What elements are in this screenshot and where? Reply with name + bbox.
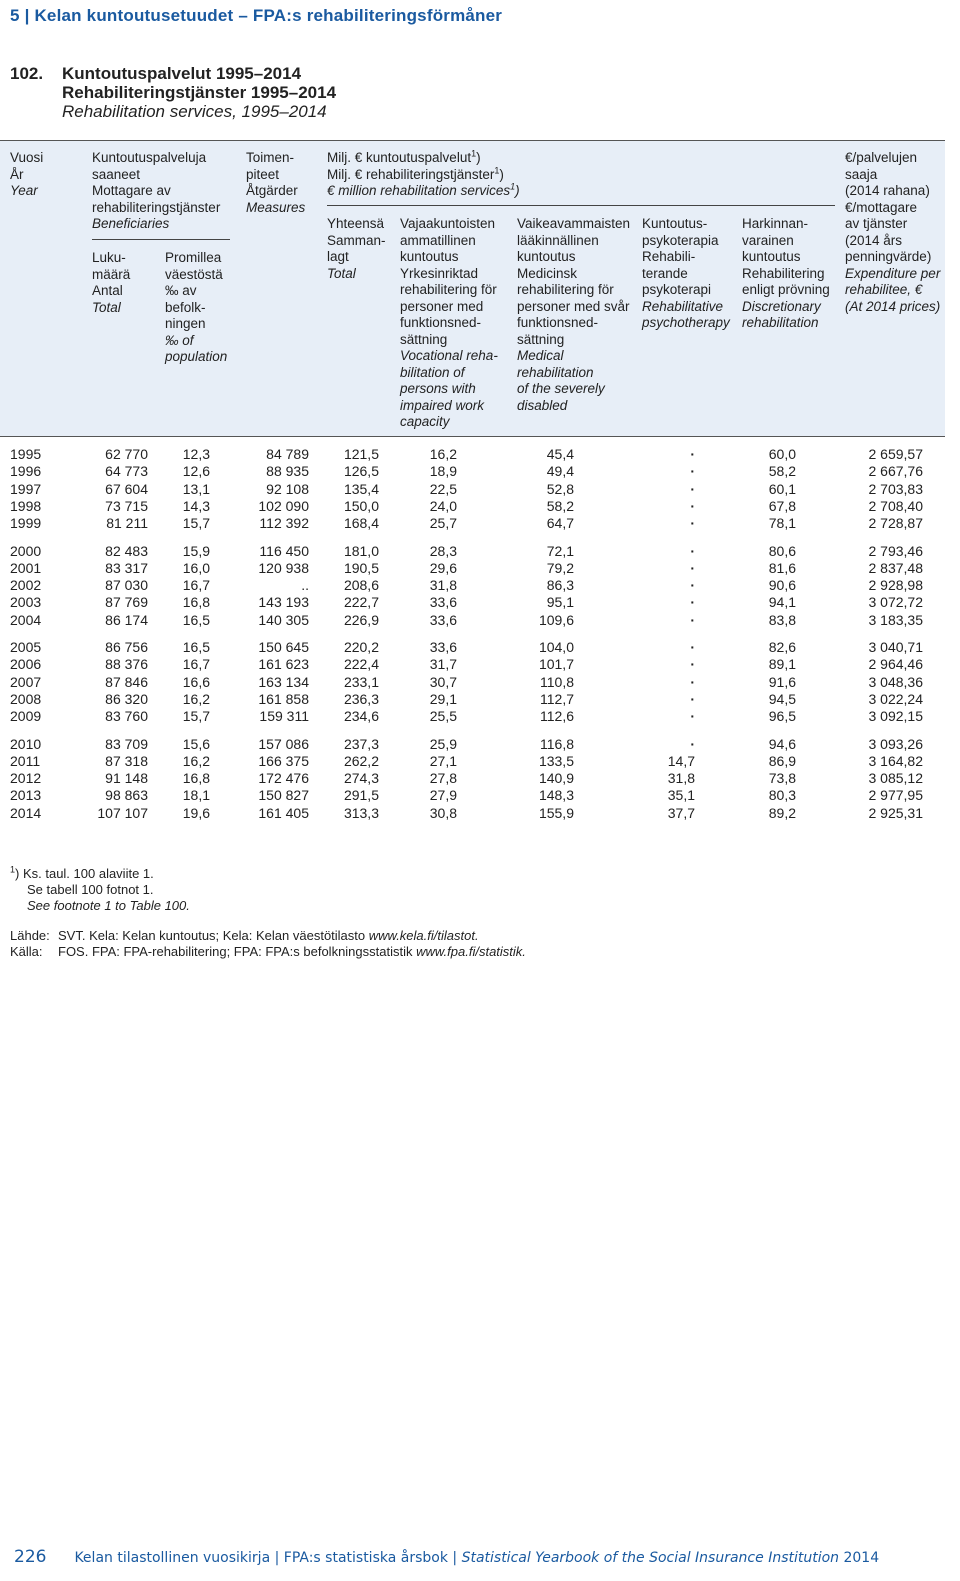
table-cell: 237,3 bbox=[343, 735, 379, 752]
table-row bbox=[0, 577, 945, 594]
row-year: 2004 bbox=[10, 611, 42, 628]
table-cell: 88 935 bbox=[266, 463, 309, 480]
table-cell: · bbox=[690, 463, 695, 480]
table-cell: 64 773 bbox=[105, 463, 148, 480]
table-cell: 12,3 bbox=[182, 446, 210, 462]
row-year: 2007 bbox=[10, 673, 42, 690]
table-cell: 52,8 bbox=[546, 480, 574, 497]
table-cell: · bbox=[690, 515, 695, 532]
table-cell: 120 938 bbox=[258, 559, 309, 576]
table-cell: 27,1 bbox=[429, 752, 457, 769]
row-year: 1995 bbox=[10, 446, 42, 462]
header-permille: Promillea väestöstä ‰ av befolk- ningen ‰ of population bbox=[165, 250, 228, 364]
table-cell: 148,3 bbox=[538, 787, 574, 804]
table-cell: 102 090 bbox=[258, 497, 309, 514]
table-cell: 83 760 bbox=[105, 708, 148, 725]
table-cell: 2 728,87 bbox=[868, 515, 923, 532]
header-per-person: €/palvelujen saaja (2014 rahana) €/mottagare av tjänster (2014 års penningvärde) Expenditure per rehabilitee, € (At 2014 prices) bbox=[845, 150, 941, 314]
table-cell: 79,2 bbox=[546, 559, 574, 576]
row-year: 2002 bbox=[10, 577, 42, 594]
table-row bbox=[0, 736, 945, 753]
header-measures: Toimen- piteet Åtgärder Measures bbox=[246, 150, 306, 215]
table-cell: 161 405 bbox=[258, 804, 309, 821]
table-cell: 181,0 bbox=[343, 542, 379, 559]
table-cell: 2 708,40 bbox=[868, 497, 923, 514]
table-row bbox=[0, 639, 945, 656]
table-cell: 22,5 bbox=[429, 480, 457, 497]
header-rule-million bbox=[327, 205, 835, 206]
table-cell: 49,4 bbox=[546, 463, 574, 480]
row-year: 2003 bbox=[10, 594, 42, 611]
table-cell: 31,8 bbox=[667, 770, 695, 787]
table-cell: 25,9 bbox=[429, 735, 457, 752]
table-row bbox=[0, 612, 945, 629]
header-beneficiaries: Kuntoutuspalveluja saaneet Mottagare av rehabiliteringstjänster Beneficiaries bbox=[92, 150, 221, 231]
title-sv: Rehabiliteringstjänster 1995–2014 bbox=[62, 83, 337, 102]
table-cell: 12,6 bbox=[182, 463, 210, 480]
table-cell: 86 756 bbox=[105, 639, 148, 655]
table-cell: 91 148 bbox=[105, 770, 148, 787]
table-cell: 101,7 bbox=[538, 656, 574, 673]
table-cell: 28,3 bbox=[429, 542, 457, 559]
table-cell: 172 476 bbox=[258, 770, 309, 787]
row-year: 2005 bbox=[10, 639, 42, 655]
table-cell: 107 107 bbox=[97, 804, 148, 821]
table-row bbox=[0, 463, 945, 480]
table-cell: 220,2 bbox=[343, 639, 379, 655]
table-cell: 87 318 bbox=[105, 752, 148, 769]
table-cell: 33,6 bbox=[429, 611, 457, 628]
table-cell: 81,6 bbox=[768, 559, 796, 576]
header-psychotherapy: Kuntoutus- psykoterapia Rehabili- terande psykoterapi Rehabilitative psychotherapy bbox=[642, 216, 730, 330]
table-cell: 262,2 bbox=[343, 752, 379, 769]
table-row bbox=[0, 446, 945, 463]
table-cell: 16,8 bbox=[182, 594, 210, 611]
header-vocational: Vajaakuntoisten ammatillinen kuntoutus Yrkesinriktad rehabilitering för personer med funktionsned- sättning Vocational reha- bilitation of persons with impaired work capacity bbox=[400, 216, 498, 429]
header-medical: Vaikeavammaisten lääkinnällinen kuntoutus Medicinsk rehabilitering för personer med svår funktionsned- sättning Medical rehabilitation of the severely disabled bbox=[517, 216, 631, 413]
row-year: 2010 bbox=[10, 735, 42, 752]
table-cell: 3 040,71 bbox=[868, 639, 923, 655]
table-cell: 87 846 bbox=[105, 673, 148, 690]
table-row bbox=[0, 543, 945, 560]
table-cell: 16,6 bbox=[182, 673, 210, 690]
table-cell: 58,2 bbox=[546, 497, 574, 514]
table-cell: 3 072,72 bbox=[868, 594, 923, 611]
table-cell: 168,4 bbox=[343, 515, 379, 532]
table-cell: 73,8 bbox=[768, 770, 796, 787]
page-footer: 226 Kelan tilastollinen vuosikirja | FPA:s statistiska årsbok | Statistical Yearbook of the Social Insurance Institution 2014 bbox=[14, 1547, 880, 1567]
table-cell: · bbox=[690, 559, 695, 576]
table-cell: 15,7 bbox=[182, 708, 210, 725]
table-cell: · bbox=[690, 497, 695, 514]
table-cell: 98 863 bbox=[105, 787, 148, 804]
table-cell: · bbox=[690, 611, 695, 628]
table-cell: 121,5 bbox=[343, 446, 379, 462]
table-cell: 133,5 bbox=[538, 752, 574, 769]
table-cell: 2 977,95 bbox=[868, 787, 923, 804]
table-cell: 60,0 bbox=[768, 446, 796, 462]
table-cell: 25,5 bbox=[429, 708, 457, 725]
table-cell: 3 048,36 bbox=[868, 673, 923, 690]
table-cell: · bbox=[690, 708, 695, 725]
table-cell: 91,6 bbox=[768, 673, 796, 690]
table-cell: 33,6 bbox=[429, 594, 457, 611]
table-cell: 140 305 bbox=[258, 611, 309, 628]
table-cell: 80,3 bbox=[768, 787, 796, 804]
table-row bbox=[0, 498, 945, 515]
table-cell: 2 925,31 bbox=[868, 804, 923, 821]
table-cell: · bbox=[690, 594, 695, 611]
table-cell: 166 375 bbox=[258, 752, 309, 769]
table-cell: 16,8 bbox=[182, 770, 210, 787]
table-cell: · bbox=[690, 446, 695, 462]
table-cell: 2 667,76 bbox=[868, 463, 923, 480]
row-year: 1996 bbox=[10, 463, 42, 480]
table-row bbox=[0, 674, 945, 691]
table-cell: 2 703,83 bbox=[868, 480, 923, 497]
table-cell: 150 827 bbox=[258, 787, 309, 804]
table-cell: 208,6 bbox=[343, 577, 379, 594]
table-cell: 157 086 bbox=[258, 735, 309, 752]
table-cell: 86 320 bbox=[105, 690, 148, 707]
table-cell: 116,8 bbox=[540, 735, 574, 752]
table-row bbox=[0, 770, 945, 787]
table-cell: 89,2 bbox=[768, 804, 796, 821]
table-cell: 73 715 bbox=[105, 497, 148, 514]
table-cell: 95,1 bbox=[546, 594, 574, 611]
table-cell: 96,5 bbox=[768, 708, 796, 725]
footnote: $^1$) Ks. taul. 100 alaviite 1. Se tabell 100 fotnot 1. See footnote 1 to Table 100. bbox=[10, 864, 190, 913]
table-cell: 226,9 bbox=[343, 611, 379, 628]
row-year: 2008 bbox=[10, 690, 42, 707]
table-cell: 159 311 bbox=[259, 708, 309, 725]
table-cell: 82 483 bbox=[105, 542, 148, 559]
table-number: 102. bbox=[10, 64, 44, 83]
table-cell: · bbox=[690, 673, 695, 690]
header-sum: Yhteensä Samman- lagt Total bbox=[327, 216, 386, 281]
table-cell: 104,0 bbox=[538, 639, 574, 655]
row-year: 2009 bbox=[10, 708, 42, 725]
table-cell: 3 093,26 bbox=[868, 735, 923, 752]
table-cell: 150,0 bbox=[343, 497, 379, 514]
table-cell: 14,3 bbox=[182, 497, 210, 514]
table-cell: 87 030 bbox=[105, 577, 148, 594]
table-cell: · bbox=[690, 480, 695, 497]
table-cell: 90,6 bbox=[768, 577, 796, 594]
table-cell: 155,9 bbox=[538, 804, 574, 821]
table-cell: 150 645 bbox=[258, 639, 309, 655]
table-cell: 33,6 bbox=[429, 639, 457, 655]
table-row bbox=[0, 594, 945, 611]
table-cell: 31,8 bbox=[429, 577, 457, 594]
table-cell: 16,7 bbox=[182, 577, 210, 594]
table-cell: 16,5 bbox=[182, 611, 210, 628]
sources: Lähde: SVT. Kela: Kelan kuntoutus; Kela: Kelan väestötilasto www.kela.fi/tilastot. Källa: FOS. FPA: FPA-rehabilitering; FPA: FPA:s befolkningsstatistik www.fpa.fi/statistik. bbox=[10, 928, 526, 959]
table-cell: · bbox=[690, 690, 695, 707]
table-cell: 16,2 bbox=[182, 690, 210, 707]
table-cell: 19,6 bbox=[182, 804, 210, 821]
table-cell: 13,1 bbox=[182, 480, 210, 497]
table-cell: 18,9 bbox=[429, 463, 457, 480]
table-cell: 30,8 bbox=[429, 804, 457, 821]
table-cell: 58,2 bbox=[768, 463, 796, 480]
table-cell: 3 022,24 bbox=[868, 690, 923, 707]
header-million: Milj. € kuntoutuspalvelut$^1$) Milj. € rehabiliteringstjänster$^1$) € million rehabilitation services$^1$) bbox=[327, 148, 520, 198]
header-discretionary: Harkinnan- varainen kuntoutus Rehabilitering enligt prövning Discretionary rehabilitation bbox=[742, 216, 830, 330]
table-row bbox=[0, 787, 945, 804]
table-cell: 27,8 bbox=[429, 770, 457, 787]
table-cell: 313,3 bbox=[343, 804, 379, 821]
table-cell: 16,5 bbox=[182, 639, 210, 655]
table-cell: 82,6 bbox=[768, 639, 796, 655]
table-cell: 37,7 bbox=[667, 804, 695, 821]
row-year: 2001 bbox=[10, 559, 42, 576]
header-total: Luku- määrä Antal Total bbox=[92, 250, 131, 315]
table-cell: 15,6 bbox=[182, 735, 210, 752]
table-cell: 15,7 bbox=[182, 515, 210, 532]
row-year: 2012 bbox=[10, 770, 42, 787]
table-cell: 31,7 bbox=[429, 656, 457, 673]
table-cell: 16,2 bbox=[429, 446, 457, 462]
row-year: 1999 bbox=[10, 515, 42, 532]
table-cell: 83 317 bbox=[105, 559, 148, 576]
title-en: Rehabilitation services, 1995–2014 bbox=[62, 102, 327, 121]
row-year: 1997 bbox=[10, 480, 42, 497]
table-cell: · bbox=[690, 656, 695, 673]
table-cell: 16,2 bbox=[182, 752, 210, 769]
table-cell: 64,7 bbox=[546, 515, 574, 532]
table-cell: 86 174 bbox=[105, 611, 148, 628]
table-row bbox=[0, 656, 945, 673]
table-cell: 161 858 bbox=[258, 690, 309, 707]
table-cell: 45,4 bbox=[546, 446, 574, 462]
table-cell: 35,1 bbox=[667, 787, 695, 804]
table-cell: .. bbox=[301, 577, 309, 594]
table-cell: 83 709 bbox=[105, 735, 148, 752]
table-cell: 84 789 bbox=[266, 446, 309, 462]
table-cell: 24,0 bbox=[429, 497, 457, 514]
table-cell: 94,1 bbox=[768, 594, 796, 611]
table-cell: 3 092,15 bbox=[868, 708, 923, 725]
row-year: 1998 bbox=[10, 497, 42, 514]
table-cell: 81 211 bbox=[106, 515, 148, 532]
table-cell: 2 964,46 bbox=[868, 656, 923, 673]
table-cell: 16,0 bbox=[182, 559, 210, 576]
table-cell: 163 134 bbox=[258, 673, 309, 690]
row-year: 2014 bbox=[10, 804, 42, 821]
table-cell: 116 450 bbox=[259, 542, 309, 559]
table-cell: 161 623 bbox=[258, 656, 309, 673]
page-number: 226 bbox=[14, 1547, 47, 1567]
table-cell: · bbox=[690, 577, 695, 594]
table-cell: 143 193 bbox=[258, 594, 309, 611]
table-cell: 222,7 bbox=[343, 594, 379, 611]
table-cell: 234,6 bbox=[343, 708, 379, 725]
table-cell: 3 183,35 bbox=[868, 611, 923, 628]
table-row bbox=[0, 691, 945, 708]
table-cell: 236,3 bbox=[343, 690, 379, 707]
table-cell: 67,8 bbox=[768, 497, 796, 514]
section-header: 5 | Kelan kuntoutusetuudet – FPA:s rehabiliteringsförmåner bbox=[10, 6, 503, 25]
table-cell: 110,8 bbox=[540, 673, 574, 690]
table-cell: 190,5 bbox=[343, 559, 379, 576]
table-cell: 112 392 bbox=[259, 515, 309, 532]
table-cell: 60,1 bbox=[768, 480, 796, 497]
table-cell: 112,6 bbox=[540, 708, 574, 725]
table-cell: 83,8 bbox=[768, 611, 796, 628]
table-cell: 112,7 bbox=[540, 690, 574, 707]
table-cell: 88 376 bbox=[105, 656, 148, 673]
table-cell: 78,1 bbox=[768, 515, 796, 532]
table-cell: 27,9 bbox=[429, 787, 457, 804]
table-cell: 67 604 bbox=[105, 480, 148, 497]
table-cell: 3 085,12 bbox=[868, 770, 923, 787]
table-cell: 109,6 bbox=[538, 611, 574, 628]
title-fi: Kuntoutuspalvelut 1995–2014 bbox=[62, 64, 302, 83]
row-year: 2013 bbox=[10, 787, 42, 804]
table-cell: 62 770 bbox=[105, 446, 148, 462]
table-cell: 29,1 bbox=[429, 690, 457, 707]
table-row bbox=[0, 753, 945, 770]
table-cell: 140,9 bbox=[538, 770, 574, 787]
table-cell: · bbox=[690, 735, 695, 752]
table-cell: 80,6 bbox=[768, 542, 796, 559]
table-cell: 274,3 bbox=[343, 770, 379, 787]
row-year: 2006 bbox=[10, 656, 42, 673]
table-cell: 233,1 bbox=[343, 673, 379, 690]
table-cell: 29,6 bbox=[429, 559, 457, 576]
table-cell: 86,3 bbox=[546, 577, 574, 594]
table-cell: 126,5 bbox=[343, 463, 379, 480]
table-cell: 222,4 bbox=[343, 656, 379, 673]
table-cell: 15,9 bbox=[182, 542, 210, 559]
row-year: 2011 bbox=[10, 752, 41, 769]
table-cell: 18,1 bbox=[182, 787, 210, 804]
table-row bbox=[0, 560, 945, 577]
table-row bbox=[0, 481, 945, 498]
table-cell: 16,7 bbox=[182, 656, 210, 673]
table-cell: · bbox=[690, 639, 695, 655]
table-cell: 89,1 bbox=[768, 656, 796, 673]
table-cell: 291,5 bbox=[343, 787, 379, 804]
table-row bbox=[0, 515, 945, 532]
table-cell: 72,1 bbox=[546, 542, 574, 559]
table-cell: 2 928,98 bbox=[868, 577, 923, 594]
table-row bbox=[0, 708, 945, 725]
table-cell: 3 164,82 bbox=[868, 752, 923, 769]
table-cell: 2 659,57 bbox=[868, 446, 923, 462]
table-row bbox=[0, 805, 945, 822]
table-cell: 30,7 bbox=[429, 673, 457, 690]
table-cell: 87 769 bbox=[105, 594, 148, 611]
table-cell: 135,4 bbox=[343, 480, 379, 497]
table-cell: 25,7 bbox=[429, 515, 457, 532]
header-rule-beneficiaries bbox=[92, 239, 230, 240]
table-cell: 2 837,48 bbox=[868, 559, 923, 576]
header-year: Vuosi År Year bbox=[10, 150, 44, 198]
table-cell: 92 108 bbox=[266, 480, 309, 497]
table-cell: 94,5 bbox=[768, 690, 796, 707]
table-cell: 94,6 bbox=[768, 735, 796, 752]
table-cell: · bbox=[690, 542, 695, 559]
table-cell: 14,7 bbox=[667, 752, 695, 769]
table-cell: 2 793,46 bbox=[868, 542, 923, 559]
row-year: 2000 bbox=[10, 542, 42, 559]
table-cell: 86,9 bbox=[768, 752, 796, 769]
